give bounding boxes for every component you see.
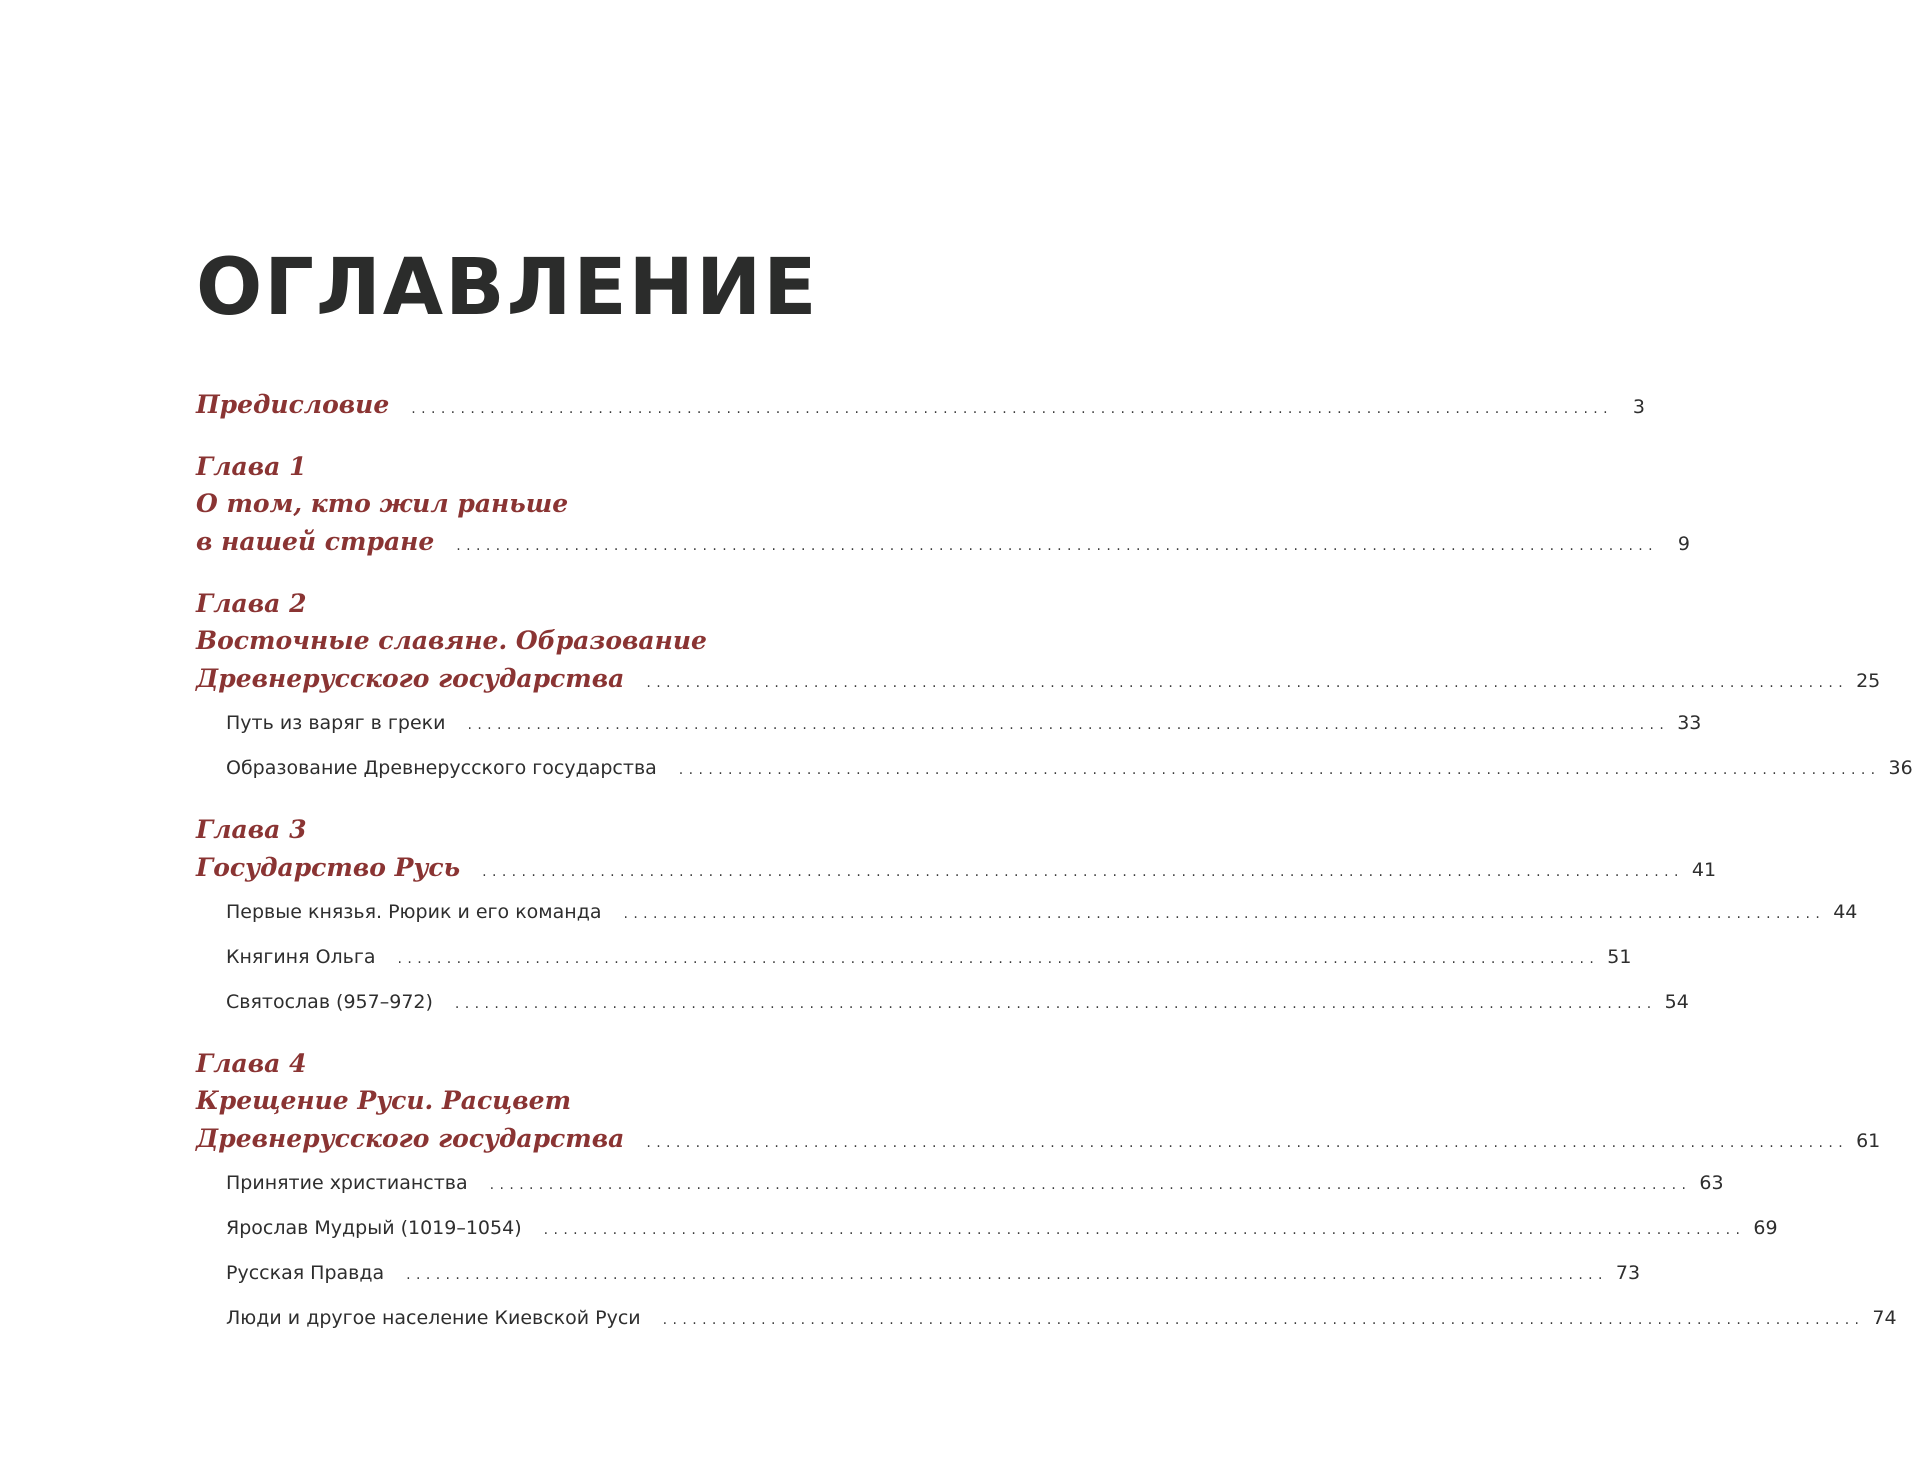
toc-chapter-3-title-line1[interactable] [196, 853, 1717, 889]
toc-page-number: 54 [1664, 991, 1689, 1013]
toc-page-number: 33 [1677, 712, 1702, 734]
toc-page-number: 9 [1677, 533, 1691, 555]
toc-chapter-1-title-line2[interactable] [196, 527, 1691, 563]
chapter-heading: Глава 3 [196, 815, 307, 844]
dot-leader: .......................................................................................................................... [397, 951, 1600, 967]
toc-chapter-4-heading[interactable] [196, 1049, 912, 1085]
toc-page-number: 3 [1632, 396, 1645, 418]
subentry-label: Образование Древнерусского государства [226, 757, 657, 779]
toc-chapter-4-title-line2[interactable] [196, 1124, 1881, 1160]
dot-leader: .......................................................................................................................... [489, 1177, 1692, 1193]
toc-subentry[interactable] [226, 901, 1858, 931]
dot-leader: .......................................................................................................................... [543, 1222, 1746, 1238]
chapter-title: в нашей стране [196, 527, 435, 556]
subentry-label: Люди и другое население Киевской Руси [226, 1307, 641, 1329]
toc-chapter-2-title-line1[interactable] [196, 626, 912, 662]
toc-page-number: 25 [1856, 670, 1881, 692]
toc-chapter-3-heading[interactable] [196, 815, 912, 851]
toc-subentry[interactable] [226, 1172, 1724, 1202]
toc-entry-preface[interactable] [196, 390, 1645, 426]
dot-leader: .......................................................................................................................... [678, 762, 1881, 778]
chapter-title: Древнерусского государства [196, 1124, 625, 1153]
toc-page-number: 63 [1699, 1172, 1724, 1194]
toc-chapter-4-title-line1[interactable] [196, 1086, 912, 1122]
toc-chapter-1-heading[interactable] [196, 452, 912, 488]
dot-leader: .......................................................................................................................... [646, 1135, 1849, 1151]
dot-leader: .......................................................................................................................... [411, 401, 1613, 417]
chapter-heading: Глава 4 [196, 1049, 307, 1078]
toc-subentry[interactable] [226, 1307, 1897, 1337]
dot-leader: .......................................................................................................................... [454, 996, 1657, 1012]
toc-subentry[interactable] [226, 1262, 1641, 1292]
chapter-title: Восточные славяне. Образование [196, 626, 707, 655]
toc-subentry[interactable] [226, 991, 1689, 1021]
subentry-label: Первые князья. Рюрик и его команда [226, 901, 602, 923]
dot-leader: .......................................................................................................................... [646, 675, 1849, 691]
toc-page-number: 61 [1856, 1130, 1881, 1152]
subentry-label: Княгиня Ольга [226, 946, 376, 968]
toc-entry-label: Предисловие [196, 390, 390, 419]
subentry-label: Русская Правда [226, 1262, 385, 1284]
chapter-title: О том, кто жил раньше [196, 489, 569, 518]
dot-leader: .......................................................................................................................... [456, 538, 1659, 554]
dot-leader: .......................................................................................................................... [482, 864, 1684, 880]
toc-chapter-2-title-line2[interactable] [196, 664, 1881, 700]
toc-subentry[interactable] [226, 712, 1702, 742]
toc-page-number: 41 [1691, 859, 1717, 881]
chapter-title: Государство Русь [196, 853, 461, 882]
toc-page-number: 74 [1872, 1307, 1897, 1329]
chapter-heading: Глава 2 [196, 589, 307, 618]
dot-leader: .......................................................................................................................... [623, 906, 1826, 922]
toc-subentry[interactable] [226, 1217, 1778, 1247]
chapter-title: Крещение Руси. Расцвет [196, 1086, 572, 1115]
dot-leader: .......................................................................................................................... [406, 1267, 1608, 1283]
toc-chapter-1-title-line1[interactable] [196, 489, 912, 525]
subentry-label: Святослав (957–972) [226, 991, 433, 1013]
toc-page-number: 36 [1888, 757, 1913, 779]
chapter-title: Древнерусского государства [196, 664, 625, 693]
toc-page-number: 69 [1753, 1217, 1778, 1239]
subentry-label: Путь из варяг в греки [226, 712, 446, 734]
toc-subentry[interactable] [226, 946, 1632, 976]
toc-subentry[interactable] [226, 757, 1913, 787]
toc-page-number: 44 [1833, 901, 1858, 923]
page-title: ОГЛАВЛЕНИЕ [196, 243, 819, 333]
subentry-label: Ярослав Мудрый (1019–1054) [226, 1217, 522, 1239]
toc-chapter-2-heading[interactable] [196, 589, 912, 625]
subentry-label: Принятие христианства [226, 1172, 468, 1194]
dot-leader: .......................................................................................................................... [662, 1312, 1865, 1328]
chapter-heading: Глава 1 [196, 452, 307, 481]
toc-page-number: 51 [1607, 946, 1632, 968]
toc-page-number: 73 [1615, 1262, 1641, 1284]
dot-leader: .......................................................................................................................... [467, 717, 1670, 733]
